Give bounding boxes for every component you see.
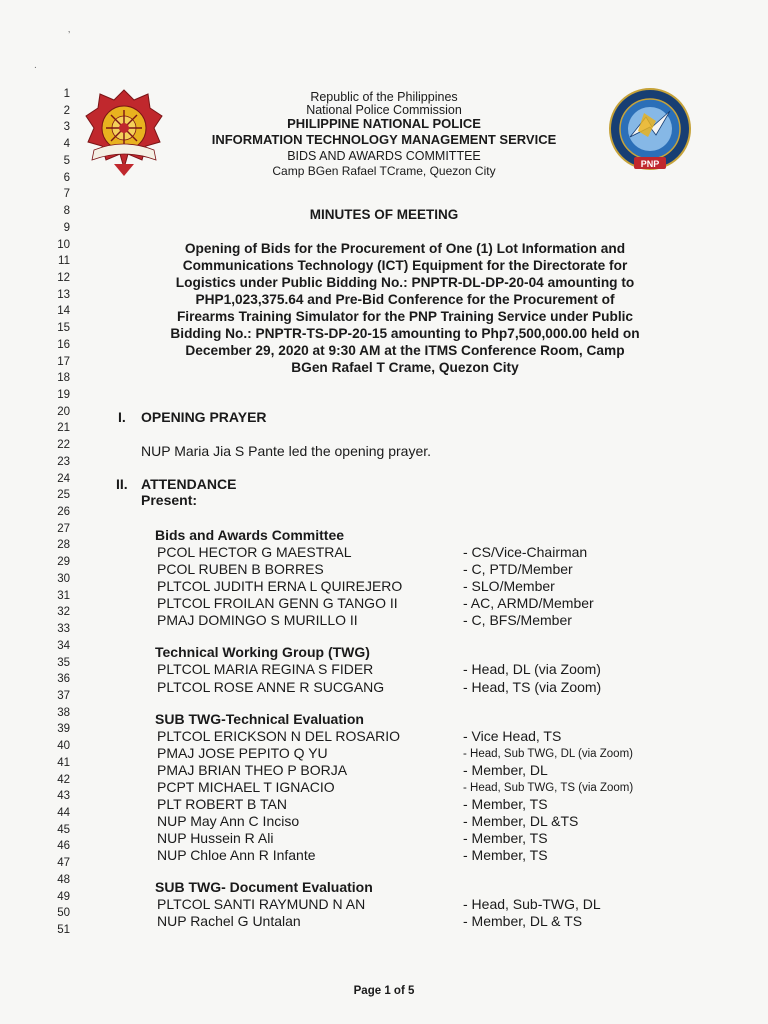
- line-number: 31: [57, 589, 70, 602]
- line-number: 44: [57, 807, 70, 819]
- subject-line: Logistics under Public Bidding No.: PNPTR-DL-DP-20-04 amounting to: [175, 275, 635, 290]
- member-name: PLT ROBERT B TAN: [157, 796, 287, 812]
- line-number: 35: [57, 656, 70, 669]
- line-number: 43: [57, 790, 70, 803]
- group-title: Technical Working Group (TWG): [155, 644, 370, 660]
- line-number: 11: [58, 255, 70, 268]
- line-number: 32: [57, 606, 70, 619]
- subject-line: Communications Technology (ICT) Equipment for the Directorate for: [182, 258, 628, 273]
- line-number: 50: [57, 907, 70, 920]
- line-number: 46: [57, 840, 70, 853]
- member-name: PCPT MICHAEL T IGNACIO: [157, 779, 335, 795]
- member-role: - Member, TS: [463, 847, 548, 863]
- line-number: 36: [57, 673, 70, 686]
- subject-line: Bidding No.: PNPTR-TS-DP-20-15 amounting to Php7,500,000.00 held on: [170, 326, 640, 341]
- line-number: 37: [57, 689, 70, 702]
- member-role: - C, BFS/Member: [463, 612, 572, 628]
- member-role: - Head, TS (via Zoom): [463, 679, 602, 695]
- member-role: - AC, ARMD/Member: [463, 595, 594, 611]
- member-role: - C, PTD/Member: [463, 561, 573, 577]
- line-number: 40: [57, 740, 70, 753]
- line-number: 20: [57, 405, 70, 418]
- opening-prayer-text: NUP Maria Jia S Pante led the opening prayer.: [141, 443, 432, 459]
- section-number: II.: [116, 476, 128, 492]
- section-number: I.: [118, 409, 126, 425]
- member-role: - Member, DL & TS: [463, 913, 583, 929]
- line-number: 16: [57, 338, 70, 351]
- line-number: 25: [57, 489, 70, 502]
- document-title: MINUTES OF MEETING: [309, 207, 459, 222]
- subject-line: December 29, 2020 at 9:30 AM at the ITMS Conference Room, Camp: [185, 343, 625, 358]
- line-number: 51: [57, 924, 70, 936]
- header-pnp: PHILIPPINE NATIONAL POLICE: [287, 116, 481, 131]
- member-role: - Member, TS: [463, 796, 548, 812]
- member-role: - Head, DL (via Zoom): [463, 661, 601, 677]
- member-role: - SLO/Member: [463, 578, 555, 594]
- member-name: PLTCOL FROILAN GENN G TANGO II: [157, 595, 398, 611]
- subject-line: Firearms Training Simulator for the PNP Training Service under Public: [176, 309, 634, 324]
- header-itms: INFORMATION TECHNOLOGY MANAGEMENT SERVICE: [211, 132, 557, 147]
- header-republic: Republic of the Philippines: [310, 90, 458, 104]
- line-number: 42: [57, 773, 70, 786]
- member-name: NUP May Ann C Inciso: [157, 813, 300, 829]
- line-number: 1: [63, 88, 70, 100]
- header-address: Camp BGen Rafael TCrame, Quezon City: [272, 164, 496, 178]
- line-number: 6: [63, 171, 70, 184]
- scan-speck: ’: [68, 30, 71, 41]
- line-number: 38: [57, 706, 70, 719]
- scan-speck: .: [34, 60, 37, 71]
- line-number: 21: [57, 422, 70, 435]
- member-name: NUP Chloe Ann R Infante: [157, 847, 316, 863]
- line-number: 30: [57, 572, 70, 585]
- line-number: 2: [63, 104, 70, 117]
- line-number: 7: [63, 188, 70, 201]
- member-role: - CS/Vice-Chairman: [463, 544, 588, 560]
- line-number: 4: [63, 138, 70, 151]
- group-title: Bids and Awards Committee: [155, 527, 345, 543]
- meeting-subject: [140, 240, 670, 376]
- line-number: 41: [57, 756, 70, 769]
- line-number: 33: [57, 623, 70, 635]
- line-number: 23: [57, 455, 70, 468]
- member-name: PLTCOL SANTI RAYMUND N AN: [157, 896, 366, 912]
- line-number: 28: [57, 539, 70, 552]
- line-number: 13: [57, 288, 70, 301]
- member-name: PLTCOL ROSE ANNE R SUCGANG: [157, 679, 385, 695]
- line-number: 27: [57, 522, 70, 535]
- subject-line: BGen Rafael T Crame, Quezon City: [291, 360, 519, 375]
- line-number: 17: [57, 355, 70, 368]
- member-name: NUP Hussein R Ali: [157, 830, 274, 846]
- line-number: 26: [57, 506, 70, 518]
- line-number: 34: [57, 639, 70, 652]
- member-role: - Head, Sub TWG, DL (via Zoom): [463, 748, 633, 760]
- line-number: 22: [57, 439, 70, 452]
- member-name: PCOL HECTOR G MAESTRAL: [157, 544, 352, 560]
- line-number: 9: [63, 221, 70, 234]
- member-name: PCOL RUBEN B BORRES: [157, 561, 324, 577]
- line-number: 24: [57, 472, 70, 485]
- section-title-attendance: ATTENDANCE: [141, 476, 237, 492]
- member-role: - Member, DL: [463, 762, 548, 778]
- member-role: - Member, TS: [463, 830, 548, 846]
- itms-seal-banner: PNP: [640, 159, 660, 169]
- member-name: PMAJ JOSE PEPITO Q YU: [157, 745, 328, 761]
- subject-line: Opening of Bids for the Procurement of One (1) Lot Information and: [184, 241, 626, 256]
- present-label: Present:: [141, 492, 198, 508]
- line-number: 47: [57, 857, 70, 870]
- member-role: - Member, DL &TS: [463, 813, 579, 829]
- line-number: 3: [63, 121, 70, 134]
- line-number: 39: [57, 723, 70, 736]
- member-name: NUP Rachel G Untalan: [157, 913, 301, 929]
- line-number: 45: [57, 823, 70, 836]
- line-number: 12: [57, 271, 70, 284]
- subject-line: PHP1,023,375.64 and Pre-Bid Conference for the Procurement of: [195, 292, 615, 307]
- member-role: - Vice Head, TS: [463, 728, 562, 744]
- header-commission: National Police Commission: [306, 103, 462, 117]
- member-name: PLTCOL JUDITH ERNA L QUIREJERO: [157, 578, 403, 594]
- member-name: PMAJ BRIAN THEO P BORJA: [157, 762, 348, 778]
- line-number: 8: [63, 205, 70, 217]
- line-number: 15: [57, 322, 70, 335]
- member-role: - Head, Sub-TWG, DL: [463, 896, 601, 912]
- line-number: 29: [57, 556, 70, 569]
- line-number: 18: [57, 372, 70, 385]
- line-number: 48: [57, 873, 70, 886]
- member-name: PLTCOL ERICKSON N DEL ROSARIO: [157, 728, 400, 744]
- member-name: PMAJ DOMINGO S MURILLO II: [157, 612, 358, 628]
- page-number: Page 1 of 5: [353, 985, 415, 997]
- line-number: 19: [57, 389, 70, 401]
- header-bac: BIDS AND AWARDS COMMITTEE: [287, 149, 481, 163]
- member-name: PLTCOL MARIA REGINA S FIDER: [157, 661, 374, 677]
- section-title-opening-prayer: OPENING PRAYER: [141, 409, 267, 425]
- group-title: SUB TWG- Document Evaluation: [155, 879, 373, 895]
- group-title: SUB TWG-Technical Evaluation: [155, 711, 364, 727]
- line-number: 5: [63, 154, 70, 167]
- line-number: 14: [57, 305, 70, 318]
- line-number: 10: [57, 238, 70, 251]
- line-number: 49: [57, 890, 70, 903]
- member-role: - Head, Sub TWG, TS (via Zoom): [463, 782, 634, 794]
